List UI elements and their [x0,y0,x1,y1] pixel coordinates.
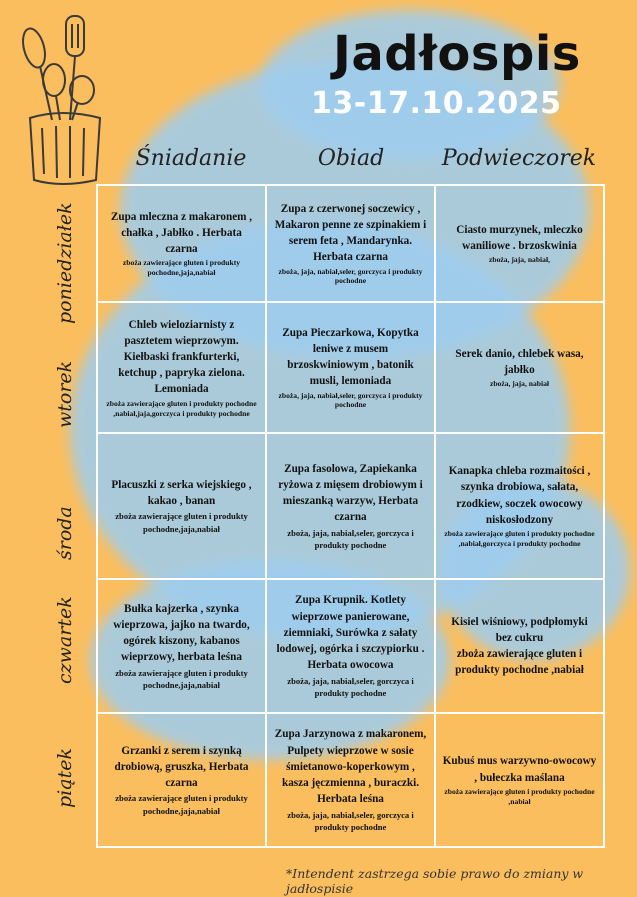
allergen-text: zboża zawierające gluten i produkty pochodne ,nabiał,gorczyca i produkty pochodne [444,529,595,548]
column-header-snack: Podwieczorek [441,146,597,171]
menu-cell [266,433,435,579]
meal-text: Zupa Krupnik. Kotlety wieprzowe panierowane, ziemniaki, Surówka z sałaty lodowej, ogórka i szczypiorku . Herbata owocowa [276,594,425,672]
meal-text: Kanapka chleba rozmaitości , szynka drobiowa, sałata, rzodkiew, soczek owocowy niskosłodzony [448,465,591,526]
allergen-text: zboża zawierające gluten i produkty pochodne,jaja,nabiał [115,793,248,816]
meal-text: Zupa Jarzynowa z makaronem, Pulpety wieprzowe w sosie śmietanowo-koperkowym , kasza jęczmienna , buraczki. Herbata leśna [274,728,427,806]
meal-text: Kubuś mus warzywno-owocowy , bułeczka maślana [442,755,597,784]
allergen-text: zboża zawierające gluten i produkty pochodne ,nabiał [444,786,595,806]
day-label-tuesday: wtorek [54,360,76,428]
allergen-text: zboża zawierające gluten i produkty pochodne,jaja,nabiał [122,258,241,278]
meal-text: Zupa Pieczarkowa, Kopytka leniwe z musem brzoskwiniowym , batonik musli, lemoniada [282,326,419,388]
menu-cell [97,302,266,433]
menu-cell [266,302,435,433]
allergen-text: zboża, jaja, nabiał,seler, gorczyca i produkty pochodne [278,266,423,286]
meal-text: Serek danio, chlebek wasa, jabłko [455,347,584,377]
footer-note: *Intendent zastrzega sobie prawo do zmiany w jadłospisie [286,866,584,896]
allergen-text: zboża zawierające gluten i produkty pochodne,jaja,nabiał [115,667,248,690]
allergen-text: zboża zawierające gluten i produkty pochodne ,nabiał,jaja,gorczyca i produkty pochodne [106,398,257,418]
menu-cell [266,185,435,302]
day-label-thursday: czwartek [54,596,76,684]
menu-cell [435,433,604,579]
meal-text: Zupa fasolowa, Zapiekanka ryżowa z mięsem drobiowym i mieszanką warzyw, Herbata czarna [278,462,423,524]
day-label-monday: poniedziałek [54,202,76,324]
menu-cell [435,713,604,847]
menu-cell [97,433,266,579]
day-label-wednesday: środa [54,506,76,560]
meal-text: Ciasto murzynek, mleczko waniliowe . brzoskwinia [456,223,583,253]
menu-cell [435,185,604,302]
menu-cell [97,713,266,847]
allergen-text: zboża zawierające gluten i produkty pochodne ,nabiał [455,648,584,677]
meal-text: Grzanki z serem i szynką drobiową, gruszka, Herbata czarna [114,744,249,790]
allergen-text: zboża, jaja, nabiał,seler, gorczyca i produkty pochodne [287,675,414,699]
menu-grid [96,184,605,848]
column-header-lunch: Obiad [317,146,385,171]
meal-text: Bułka kajzerka , szynka wieprzowa, jajko na twardo, ogórek kiszony, kabanos wieprzowy, herbata leśna [113,602,250,664]
allergen-text: zboża, jaja, nabiał,seler, gorczyca i produkty pochodne [287,809,414,833]
meal-text: Kisiel wiśniowy, podpłomyki bez cukru [451,615,588,644]
page-title: Jadłospis [333,26,581,82]
menu-cell [266,713,435,847]
meal-text: Zupa mleczna z makaronem , chałka , Jabłko . Herbata czarna [110,210,253,256]
meal-text: Chleb wieloziarnisty z pasztetem wieprzowym. Kiełbaski frankfurterki, ketchup , papryka zielona. Lemoniada [118,318,245,396]
day-label-friday: piątek [54,748,76,808]
menu-cell [435,579,604,713]
allergen-text: zboża, jaja, nabiał, [489,255,550,265]
menu-cell [97,185,266,302]
menu-cell [266,579,435,713]
allergen-text: zboża, jaja, nabiał [489,379,550,389]
menu-cell [97,579,266,713]
meal-text: Placuszki z serka wiejskiego , kakao , banan [111,478,252,508]
utensils-jar-icon [12,10,112,190]
date-range: 13-17.10.2025 [311,86,562,121]
meal-text: Zupa z czerwonej soczewicy , Makaron penne ze szpinakiem i serem feta , Mandarynka. Herbata czarna [274,202,427,264]
allergen-text: zboża, jaja, nabiał,seler, gorczyca i produkty pochodne [278,390,423,410]
menu-cell [435,302,604,433]
column-header-breakfast: Śniadanie [135,146,247,171]
allergen-text: zboża, jaja, nabiał,seler, gorczyca i produkty pochodne [287,527,414,550]
allergen-text: zboża zawierające gluten i produkty pochodne,jaja,nabiał [115,511,248,534]
